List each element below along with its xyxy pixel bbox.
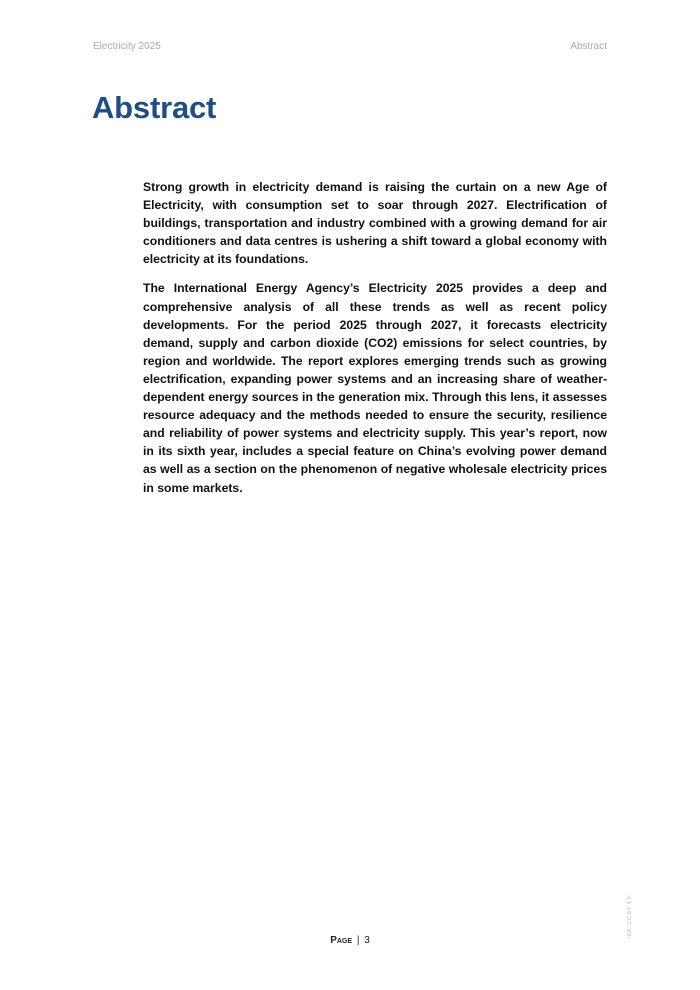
running-header-left: Electricity 2025 — [93, 41, 161, 52]
page-label: Page — [330, 935, 353, 946]
running-header-right: Abstract — [570, 41, 607, 52]
paragraph-2: The International Energy Agency’s Electricity 2025 provides a deep and comprehensive analysis of all these trends as well as recent policy developments. For the period 2025 through 2027, it forecasts electricity demand, supply and carbon dioxide (CO2) emissions for select countries, by region and worldwide. The report explores emerging trends such as growing electrification, expanding power systems and an increasing share of weather-dependent energy sources in the generation mix. Through this lens, it assesses resource adequacy and the methods needed to ensure the security, resilience and reliability of power systems and electricity supply. This year’s report, now in its sixth year, includes a special feature on China’s evolving power demand as well as a section on the phenomenon of negative wholesale electricity prices in some markets. — [143, 281, 607, 495]
page-separator: | — [356, 935, 360, 946]
page-title: Abstract — [92, 90, 217, 125]
abstract-body — [143, 178, 607, 508]
page-number: 3 — [364, 935, 370, 946]
license-note: IEA. CC BY 4.0. — [627, 894, 633, 938]
paragraph-1: Strong growth in electricity demand is raising the curtain on a new Age of Electricity, with consumption set to soar through 2027. Electrification of buildings, transportation and industry combined with a growing demand for air conditioners and data centres is ushering a shift toward a global economy with electricity at its foundations. — [143, 180, 607, 267]
page-footer — [0, 935, 700, 946]
